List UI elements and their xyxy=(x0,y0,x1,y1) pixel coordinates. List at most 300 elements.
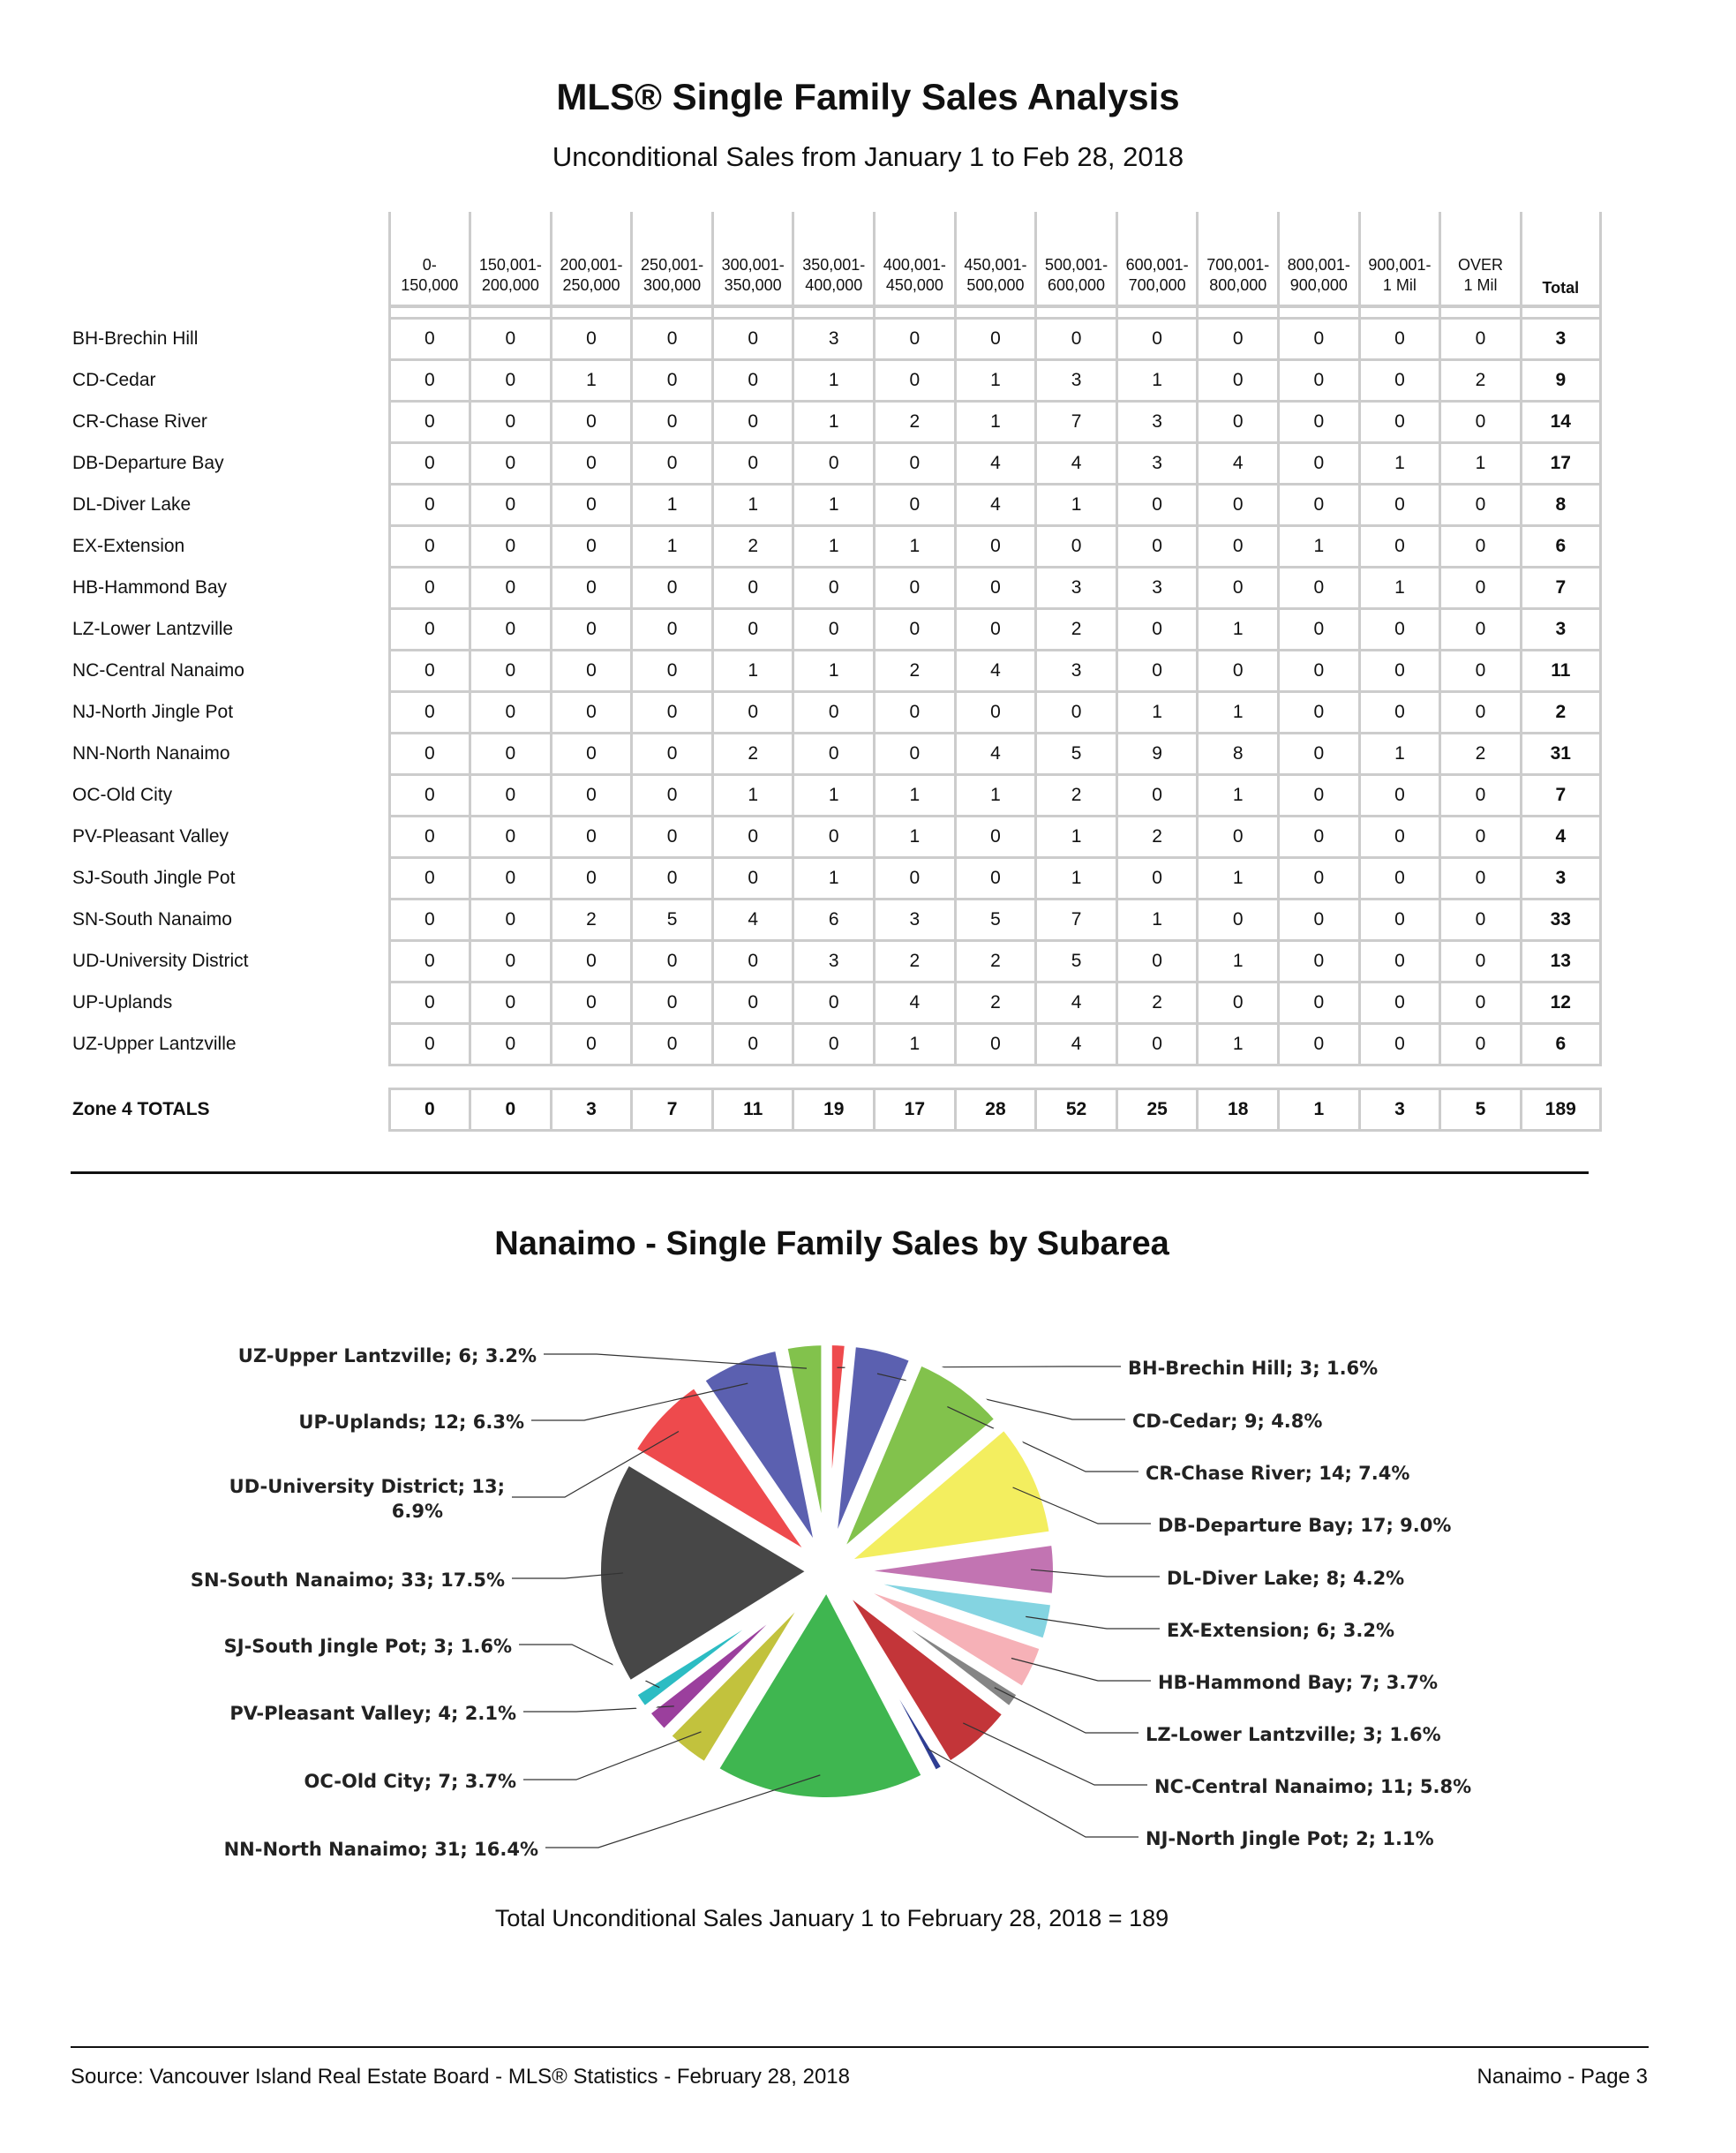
table-cell: 0 xyxy=(1116,941,1198,982)
row-total: 9 xyxy=(1521,360,1600,402)
column-header-line: 500,001- xyxy=(1045,256,1108,274)
table-cell: 0 xyxy=(712,692,793,734)
table-cell: 0 xyxy=(389,319,470,360)
table-cell: 0 xyxy=(793,734,875,775)
row-label: BH-Brechin Hill xyxy=(72,328,199,349)
row-label: EX-Extension xyxy=(72,536,185,556)
table-cell: 0 xyxy=(712,402,793,443)
table-cell: 1 xyxy=(875,526,956,568)
table-cell: 0 xyxy=(551,858,632,900)
table-cell: 28 xyxy=(955,1089,1036,1131)
table-cell: 0 xyxy=(1440,692,1522,734)
table-cell: 2 xyxy=(875,402,956,443)
table-cell: 0 xyxy=(389,734,470,775)
table-cell: 0 xyxy=(470,858,552,900)
report-title: MLS® Single Family Sales Analysis xyxy=(556,76,1180,117)
slice-label: UZ-Upper Lantzville; 6; 3.2% xyxy=(237,1345,537,1366)
column-header-line: 700,001- xyxy=(1206,256,1270,274)
table-cell: 1 xyxy=(955,360,1036,402)
slice-label: DL-Diver Lake; 8; 4.2% xyxy=(1167,1568,1405,1589)
table-cell: 1 xyxy=(1359,443,1440,485)
table-cell: 0 xyxy=(551,485,632,526)
table-cell: 0 xyxy=(712,568,793,609)
table-cell: 0 xyxy=(955,319,1036,360)
table-cell: 0 xyxy=(955,858,1036,900)
table-cell: 0 xyxy=(1279,360,1360,402)
table-cell: 0 xyxy=(712,443,793,485)
table-cell: 0 xyxy=(875,609,956,651)
row-total: 189 xyxy=(1521,1089,1600,1131)
table-cell: 1 xyxy=(793,360,875,402)
table-cell: 6 xyxy=(793,900,875,941)
total-note: Total Unconditional Sales January 1 to February 28, 2018 = 189 xyxy=(494,1905,1169,1931)
table-cell: 0 xyxy=(1440,817,1522,858)
row-total: 3 xyxy=(1521,858,1600,900)
table-cell: 2 xyxy=(875,941,956,982)
table-cell: 0 xyxy=(1116,526,1198,568)
table-cell: 1 xyxy=(1198,941,1279,982)
table-cell: 0 xyxy=(389,402,470,443)
slice-label: CR-Chase River; 14; 7.4% xyxy=(1146,1463,1410,1484)
source-text: Source: Vancouver Island Real Estate Board - MLS® Statistics - February 28, 2018 xyxy=(71,2065,850,2089)
table-cell: 0 xyxy=(632,982,713,1024)
table-cell: 0 xyxy=(875,319,956,360)
table-cell: 0 xyxy=(875,858,956,900)
row-label: NN-North Nanaimo xyxy=(72,743,230,764)
table-cell: 0 xyxy=(793,817,875,858)
table-cell: 1 xyxy=(1359,568,1440,609)
table-cell: 0 xyxy=(1198,982,1279,1024)
table-cell: 0 xyxy=(470,651,552,692)
table-cell: 2 xyxy=(712,734,793,775)
row-total: 33 xyxy=(1521,900,1600,941)
table-cell: 0 xyxy=(793,443,875,485)
table-cell: 0 xyxy=(955,692,1036,734)
column-header-line: OVER xyxy=(1458,256,1504,274)
table-cell: 1 xyxy=(1198,692,1279,734)
table-cell: 52 xyxy=(1036,1089,1117,1131)
table-cell: 1 xyxy=(955,775,1036,817)
table-cell: 0 xyxy=(389,941,470,982)
table-cell: 2 xyxy=(955,941,1036,982)
slice-label: UP-Uplands; 12; 6.3% xyxy=(298,1411,524,1433)
slice-label: BH-Brechin Hill; 3; 1.6% xyxy=(1128,1358,1379,1379)
table-cell: 1 xyxy=(793,775,875,817)
table-cell: 0 xyxy=(470,402,552,443)
table-cell: 0 xyxy=(1279,568,1360,609)
table-cell: 0 xyxy=(1359,817,1440,858)
table-cell: 0 xyxy=(470,526,552,568)
row-label: DB-Departure Bay xyxy=(72,453,224,473)
table-cell: 0 xyxy=(551,734,632,775)
table-cell: 0 xyxy=(1440,858,1522,900)
column-header-line: 150,000 xyxy=(401,276,459,294)
table-cell: 0 xyxy=(632,858,713,900)
row-total: 11 xyxy=(1521,651,1600,692)
table-cell: 0 xyxy=(389,526,470,568)
table-cell: 1 xyxy=(1036,858,1117,900)
table-cell: 18 xyxy=(1198,1089,1279,1131)
table-cell: 1 xyxy=(793,526,875,568)
table-cell: 4 xyxy=(1036,443,1117,485)
table-cell: 0 xyxy=(1359,941,1440,982)
column-header-line: 600,000 xyxy=(1048,276,1106,294)
table-cell: 0 xyxy=(632,1024,713,1065)
table-cell: 1 xyxy=(1279,526,1360,568)
table-cell: 0 xyxy=(389,900,470,941)
row-label: NC-Central Nanaimo xyxy=(72,660,244,681)
slice-label: CD-Cedar; 9; 4.8% xyxy=(1132,1411,1323,1432)
table-cell: 1 xyxy=(1116,692,1198,734)
table-cell: 0 xyxy=(632,941,713,982)
table-cell: 0 xyxy=(470,319,552,360)
table-cell: 0 xyxy=(551,443,632,485)
table-cell: 1 xyxy=(632,485,713,526)
table-cell: 1 xyxy=(632,526,713,568)
table-cell: 1 xyxy=(793,485,875,526)
column-header-line: 150,001- xyxy=(478,256,542,274)
table-cell: 0 xyxy=(712,858,793,900)
table-cell: 0 xyxy=(793,982,875,1024)
table-cell: 4 xyxy=(955,485,1036,526)
column-header-line: 1 Mil xyxy=(1382,276,1417,294)
table-cell: 0 xyxy=(632,443,713,485)
table-cell: 1 xyxy=(551,360,632,402)
table-cell: 0 xyxy=(1359,858,1440,900)
table-cell: 0 xyxy=(1279,858,1360,900)
table-cell: 19 xyxy=(793,1089,875,1131)
column-header-line: 0- xyxy=(422,256,437,274)
table-cell: 0 xyxy=(470,775,552,817)
column-header-line: 500,000 xyxy=(966,276,1025,294)
row-label: UZ-Upper Lantzville xyxy=(72,1034,237,1054)
table-cell: 0 xyxy=(1279,941,1360,982)
table-cell: 1 xyxy=(875,817,956,858)
table-cell: 3 xyxy=(1036,651,1117,692)
table-cell: 8 xyxy=(1198,734,1279,775)
table-cell: 0 xyxy=(389,568,470,609)
table-cell: 1 xyxy=(1116,360,1198,402)
table-cell: 3 xyxy=(1116,443,1198,485)
table-cell: 0 xyxy=(470,900,552,941)
table-cell: 0 xyxy=(1359,900,1440,941)
footer-divider xyxy=(71,2046,1649,2048)
table-cell: 2 xyxy=(1036,609,1117,651)
row-label: PV-Pleasant Valley xyxy=(72,826,229,847)
table-cell: 0 xyxy=(1198,360,1279,402)
table-cell: 0 xyxy=(632,402,713,443)
table-cell: 0 xyxy=(551,1024,632,1065)
table-cell: 0 xyxy=(470,485,552,526)
table-cell: 0 xyxy=(712,817,793,858)
table-cell: 0 xyxy=(389,982,470,1024)
table-cell: 0 xyxy=(875,734,956,775)
table-cell: 5 xyxy=(1440,1089,1522,1131)
table-cell: 0 xyxy=(470,982,552,1024)
row-total: 7 xyxy=(1521,775,1600,817)
table-cell: 0 xyxy=(875,568,956,609)
table-cell: 1 xyxy=(793,858,875,900)
table-cell: 0 xyxy=(470,941,552,982)
table-cell: 0 xyxy=(793,609,875,651)
column-header-line: 200,000 xyxy=(481,276,539,294)
table-cell: 0 xyxy=(955,568,1036,609)
table-cell: 0 xyxy=(1198,900,1279,941)
table-cell: 5 xyxy=(632,900,713,941)
table-cell: 0 xyxy=(389,858,470,900)
table-cell: 0 xyxy=(712,319,793,360)
column-header-line: 350,001- xyxy=(802,256,866,274)
table-cell: 0 xyxy=(1116,319,1198,360)
table-cell: 1 xyxy=(1116,900,1198,941)
row-total: 2 xyxy=(1521,692,1600,734)
column-header-line: 450,001- xyxy=(964,256,1027,274)
table-cell: 0 xyxy=(389,817,470,858)
column-header-line: 200,001- xyxy=(560,256,623,274)
table-cell: 0 xyxy=(1198,319,1279,360)
slice-label: NJ-North Jingle Pot; 2; 1.1% xyxy=(1146,1828,1434,1849)
row-total: 13 xyxy=(1521,941,1600,982)
table-cell: 0 xyxy=(632,734,713,775)
column-header-line: 250,001- xyxy=(641,256,704,274)
table-cell: 0 xyxy=(1359,651,1440,692)
table-cell: 0 xyxy=(551,775,632,817)
table-cell: 0 xyxy=(389,1089,470,1131)
table-cell: 5 xyxy=(955,900,1036,941)
table-cell: 0 xyxy=(1440,900,1522,941)
table-cell: 4 xyxy=(955,443,1036,485)
table-cell: 0 xyxy=(712,609,793,651)
table-cell: 2 xyxy=(1036,775,1117,817)
row-total: 4 xyxy=(1521,817,1600,858)
table-cell: 1 xyxy=(793,402,875,443)
table-cell: 0 xyxy=(551,402,632,443)
table-cell: 0 xyxy=(955,817,1036,858)
table-cell: 0 xyxy=(632,609,713,651)
table-cell: 1 xyxy=(712,775,793,817)
table-cell: 0 xyxy=(1036,526,1117,568)
slice-label: EX-Extension; 6; 3.2% xyxy=(1167,1620,1395,1641)
table-cell: 0 xyxy=(632,692,713,734)
table-cell: 0 xyxy=(1279,319,1360,360)
table-cell: 0 xyxy=(1198,526,1279,568)
table-cell: 1 xyxy=(793,651,875,692)
table-cell: 25 xyxy=(1116,1089,1198,1131)
table-cell: 3 xyxy=(1116,402,1198,443)
column-header-line: 300,000 xyxy=(643,276,702,294)
table-cell: 2 xyxy=(955,982,1036,1024)
table-cell: 0 xyxy=(470,360,552,402)
table-cell: 0 xyxy=(1198,568,1279,609)
table-cell: 0 xyxy=(1279,692,1360,734)
table-cell: 2 xyxy=(1440,360,1522,402)
table-cell: 1 xyxy=(712,485,793,526)
table-cell: 2 xyxy=(1116,982,1198,1024)
table-cell: 0 xyxy=(1279,609,1360,651)
table-cell: 0 xyxy=(1440,609,1522,651)
table-cell: 1 xyxy=(712,651,793,692)
table-cell: 5 xyxy=(1036,734,1117,775)
table-cell: 1 xyxy=(875,775,956,817)
table-cell: 0 xyxy=(470,609,552,651)
table-cell: 0 xyxy=(1036,692,1117,734)
chart-title: Nanaimo - Single Family Sales by Subarea xyxy=(494,1225,1169,1262)
table-cell: 0 xyxy=(875,443,956,485)
table-cell: 0 xyxy=(389,1024,470,1065)
slice-label: LZ-Lower Lantzville; 3; 1.6% xyxy=(1146,1724,1441,1745)
table-cell: 0 xyxy=(470,817,552,858)
table-cell: 0 xyxy=(875,485,956,526)
table-cell: 3 xyxy=(1116,568,1198,609)
column-header-line: 250,000 xyxy=(562,276,620,294)
row-label: SN-South Nanaimo xyxy=(72,909,232,930)
row-label: OC-Old City xyxy=(72,785,173,805)
table-cell: 5 xyxy=(1036,941,1117,982)
table-cell: 2 xyxy=(875,651,956,692)
table-cell: 0 xyxy=(875,360,956,402)
table-cell: 1 xyxy=(875,1024,956,1065)
column-header-line: 800,000 xyxy=(1209,276,1267,294)
table-cell: 0 xyxy=(1440,485,1522,526)
table-cell: 3 xyxy=(1359,1089,1440,1131)
table-cell: 4 xyxy=(875,982,956,1024)
table-cell: 0 xyxy=(470,568,552,609)
table-cell: 4 xyxy=(955,734,1036,775)
row-label: SJ-South Jingle Pot xyxy=(72,868,236,888)
table-cell: 3 xyxy=(875,900,956,941)
table-cell: 0 xyxy=(1116,775,1198,817)
row-total: 14 xyxy=(1521,402,1600,443)
table-cell: 0 xyxy=(551,817,632,858)
table-cell: 0 xyxy=(1359,1024,1440,1065)
table-cell: 4 xyxy=(1198,443,1279,485)
table-cell: 0 xyxy=(1359,402,1440,443)
table-cell: 0 xyxy=(1116,485,1198,526)
table-cell: 1 xyxy=(1036,485,1117,526)
report-subtitle: Unconditional Sales from January 1 to Feb 28, 2018 xyxy=(552,141,1184,172)
column-header-line: 700,000 xyxy=(1128,276,1186,294)
table-cell: 0 xyxy=(1359,485,1440,526)
table-cell: 0 xyxy=(1279,817,1360,858)
slice-label: HB-Hammond Bay; 7; 3.7% xyxy=(1158,1672,1439,1693)
table-cell: 2 xyxy=(712,526,793,568)
column-header-line: 400,000 xyxy=(805,276,863,294)
table-cell: 0 xyxy=(470,1024,552,1065)
table-cell: 3 xyxy=(551,1089,632,1131)
table-cell: 11 xyxy=(712,1089,793,1131)
table-cell: 0 xyxy=(470,1089,552,1131)
table-cell: 4 xyxy=(1036,1024,1117,1065)
table-cell: 0 xyxy=(955,526,1036,568)
row-label: LZ-Lower Lantzville xyxy=(72,619,234,639)
table-cell: 1 xyxy=(1279,1089,1360,1131)
table-cell: 0 xyxy=(1198,485,1279,526)
table-cell: 0 xyxy=(470,734,552,775)
table-cell: 0 xyxy=(955,609,1036,651)
table-cell: 0 xyxy=(1440,982,1522,1024)
table-cell: 0 xyxy=(470,443,552,485)
table-cell: 0 xyxy=(632,568,713,609)
row-total: 17 xyxy=(1521,443,1600,485)
row-label: UD-University District xyxy=(72,951,249,971)
table-cell: 9 xyxy=(1116,734,1198,775)
table-cell: 0 xyxy=(1440,319,1522,360)
table-cell: 0 xyxy=(1198,651,1279,692)
column-header-line: 350,000 xyxy=(724,276,782,294)
row-total: 31 xyxy=(1521,734,1600,775)
row-total: 6 xyxy=(1521,526,1600,568)
table-cell: 0 xyxy=(1279,1024,1360,1065)
table-cell: 0 xyxy=(1198,817,1279,858)
row-total: 3 xyxy=(1521,609,1600,651)
table-cell: 0 xyxy=(875,692,956,734)
table-cell: 7 xyxy=(632,1089,713,1131)
table-cell: 0 xyxy=(389,692,470,734)
table-cell: 0 xyxy=(1359,609,1440,651)
slice-label: DB-Departure Bay; 17; 9.0% xyxy=(1158,1515,1452,1536)
table-cell: 0 xyxy=(1440,651,1522,692)
table-cell: 0 xyxy=(551,941,632,982)
table-cell: 3 xyxy=(1036,360,1117,402)
table-cell: 2 xyxy=(1116,817,1198,858)
table-cell: 4 xyxy=(712,900,793,941)
table-cell: 0 xyxy=(1440,775,1522,817)
column-header-line: 800,001- xyxy=(1287,256,1350,274)
table-cell: 0 xyxy=(1359,319,1440,360)
table-cell: 1 xyxy=(1198,775,1279,817)
table-cell: 0 xyxy=(1359,775,1440,817)
table-cell: 1 xyxy=(1440,443,1522,485)
table-cell: 1 xyxy=(1036,817,1117,858)
table-cell: 4 xyxy=(955,651,1036,692)
table-cell: 0 xyxy=(551,568,632,609)
table-cell: 0 xyxy=(1198,402,1279,443)
table-cell: 0 xyxy=(1279,443,1360,485)
column-header-line: 600,001- xyxy=(1125,256,1189,274)
row-label: DL-Diver Lake xyxy=(72,494,192,515)
column-header-line: 900,000 xyxy=(1289,276,1348,294)
table-cell: 0 xyxy=(1359,360,1440,402)
slice-label: OC-Old City; 7; 3.7% xyxy=(304,1771,516,1792)
row-total: 12 xyxy=(1521,982,1600,1024)
table-cell: 0 xyxy=(632,360,713,402)
slice-label: NN-North Nanaimo; 31; 16.4% xyxy=(223,1839,538,1860)
column-header-line: 450,000 xyxy=(885,276,943,294)
table-cell: 1 xyxy=(1198,858,1279,900)
table-cell: 0 xyxy=(632,775,713,817)
table-cell: 2 xyxy=(551,900,632,941)
table-cell: 0 xyxy=(1116,1024,1198,1065)
table-cell: 0 xyxy=(470,692,552,734)
table-cell: 0 xyxy=(1036,319,1117,360)
table-cell: 0 xyxy=(551,526,632,568)
table-cell: 17 xyxy=(875,1089,956,1131)
row-label: Zone 4 TOTALS xyxy=(72,1099,210,1119)
table-cell: 0 xyxy=(1279,485,1360,526)
table-cell: 0 xyxy=(1279,982,1360,1024)
table-cell: 0 xyxy=(389,651,470,692)
table-cell: 0 xyxy=(551,609,632,651)
table-cell: 3 xyxy=(1036,568,1117,609)
table-cell: 0 xyxy=(551,319,632,360)
table-cell: 0 xyxy=(389,775,470,817)
row-total: 7 xyxy=(1521,568,1600,609)
table-cell: 0 xyxy=(955,1024,1036,1065)
table-cell: 7 xyxy=(1036,900,1117,941)
table-cell: 0 xyxy=(1116,858,1198,900)
slice-label: UD-University District; 13; 6.9% xyxy=(229,1476,505,1522)
table-cell: 0 xyxy=(793,1024,875,1065)
